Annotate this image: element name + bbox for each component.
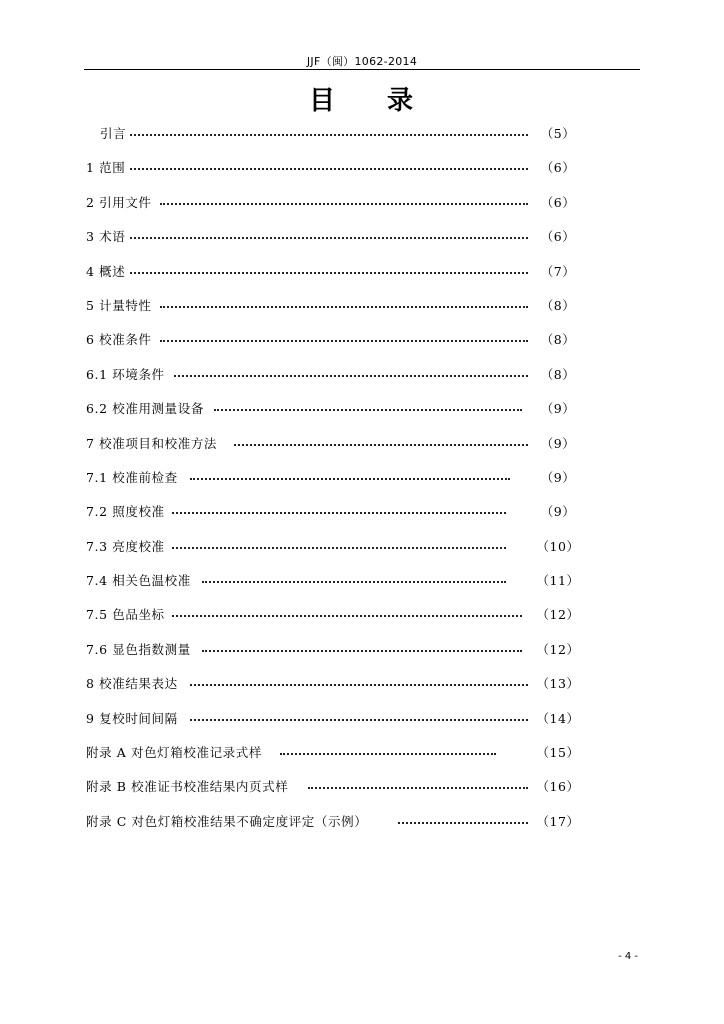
toc-entry-label: 4 概述: [86, 263, 126, 279]
toc-entry-label: 5 计量特性: [86, 297, 152, 313]
toc-entry-page: （7）: [540, 263, 576, 279]
toc-entry-label: 附录 A 对色灯箱校准记录式样: [86, 745, 262, 761]
toc-entry[interactable]: [86, 669, 580, 703]
toc-leader-dots: [202, 581, 506, 583]
toc-entry-page: （12）: [536, 641, 580, 657]
toc-entry-page: （8）: [540, 297, 576, 313]
toc-entry-label: 2 引用文件: [86, 194, 152, 210]
toc-entry-page: （9）: [540, 401, 576, 417]
toc-entry[interactable]: [86, 807, 580, 841]
toc-entry-label: 附录 B 校准证书校准结果内页式样: [86, 779, 289, 795]
toc-entry-page: （9）: [540, 435, 576, 451]
toc-leader-dots: [130, 237, 528, 239]
toc-title-char-1: 目: [308, 86, 337, 116]
toc-entry[interactable]: [86, 497, 580, 531]
toc-entry-page: （6）: [540, 229, 576, 245]
toc-entry[interactable]: [86, 429, 580, 463]
toc-entry-page: （15）: [536, 745, 580, 761]
toc-entry-page: （5）: [540, 126, 576, 141]
toc-entry[interactable]: [86, 360, 580, 394]
toc-leader-dots: [280, 753, 496, 755]
toc-leader-dots: [190, 684, 528, 686]
toc-entry-label: 1 范围: [86, 160, 126, 176]
toc-entry[interactable]: [86, 394, 580, 428]
toc-entry-label: 6 校准条件: [86, 332, 152, 348]
toc-leader-dots: [172, 547, 506, 549]
toc-entry-page: （11）: [536, 573, 580, 589]
toc-leader-dots: [174, 375, 528, 377]
toc-entry-page: （8）: [540, 366, 576, 382]
toc-entry-label: 7.3 亮度校准: [86, 538, 165, 554]
page-number: - 4 -: [618, 951, 638, 962]
toc-leader-dots: [160, 306, 528, 308]
toc-entry-label: 引言: [100, 126, 127, 141]
toc-entry-page: （9）: [540, 469, 576, 485]
document-code: JJF（闽）1062-2014: [306, 55, 418, 68]
toc-leader-dots: [234, 444, 528, 446]
toc-leader-dots: [172, 615, 522, 617]
toc-entry[interactable]: [86, 222, 580, 256]
toc-entry-label: 8 校准结果表达: [86, 676, 178, 692]
toc-entry[interactable]: [86, 566, 580, 600]
toc-entry-page: （16）: [536, 779, 580, 795]
toc-leader-dots: [130, 134, 528, 136]
toc-entry[interactable]: [86, 635, 580, 669]
toc-entry-label: 7.5 色品坐标: [86, 607, 165, 623]
toc-leader-dots: [130, 168, 528, 170]
toc-entry-label: 6.2 校准用测量设备: [86, 401, 204, 417]
toc-leader-dots: [398, 822, 528, 824]
toc-entry-page: （12）: [536, 607, 580, 623]
toc-list: [86, 119, 580, 841]
toc-entry-page: （6）: [540, 194, 576, 210]
toc-entry-page: （8）: [540, 332, 576, 348]
toc-entry[interactable]: [86, 738, 580, 772]
toc-leader-dots: [190, 478, 510, 480]
toc-entry[interactable]: [86, 119, 580, 153]
toc-entry-label: 7.6 显色指数测量: [86, 641, 191, 657]
toc-entry-page: （14）: [536, 710, 580, 726]
toc-entry-page: （6）: [540, 160, 576, 176]
toc-entry[interactable]: [86, 600, 580, 634]
toc-entry-label: 附录 C 对色灯箱校准结果不确定度评定（示例）: [86, 813, 368, 829]
toc-entry-label: 6.1 环境条件: [86, 366, 165, 382]
toc-entry-page: （17）: [536, 813, 580, 829]
header-rule: [84, 69, 640, 70]
toc-entry-label: 3 术语: [86, 229, 126, 245]
toc-entry[interactable]: [86, 257, 580, 291]
toc-leader-dots: [130, 272, 528, 274]
toc-entry[interactable]: [86, 704, 580, 738]
toc-leader-dots: [190, 719, 528, 721]
toc-leader-dots: [202, 650, 522, 652]
toc-leader-dots: [308, 787, 528, 789]
toc-entry-page: （13）: [536, 676, 580, 692]
toc-leader-dots: [214, 409, 522, 411]
toc-entry-page: （10）: [536, 538, 580, 554]
toc-entry[interactable]: [86, 188, 580, 222]
toc-entry[interactable]: [86, 291, 580, 325]
toc-entry[interactable]: [86, 325, 580, 359]
toc-entry-label: 7.4 相关色温校准: [86, 573, 191, 589]
toc-title-char-2: 录: [387, 86, 416, 116]
toc-title: [0, 80, 724, 117]
toc-leader-dots: [160, 203, 528, 205]
toc-entry-label: 7.1 校准前检查: [86, 469, 178, 485]
toc-entry-label: 7.2 照度校准: [86, 504, 165, 520]
toc-entry-page: （9）: [540, 504, 576, 520]
toc-entry[interactable]: [86, 153, 580, 187]
toc-entry[interactable]: [86, 772, 580, 806]
toc-leader-dots: [172, 512, 506, 514]
toc-leader-dots: [160, 340, 528, 342]
toc-entry[interactable]: [86, 532, 580, 566]
toc-entry-label: 9 复校时间间隔: [86, 710, 178, 726]
toc-entry-label: 7 校准项目和校准方法: [86, 435, 218, 451]
toc-entry[interactable]: [86, 463, 580, 497]
